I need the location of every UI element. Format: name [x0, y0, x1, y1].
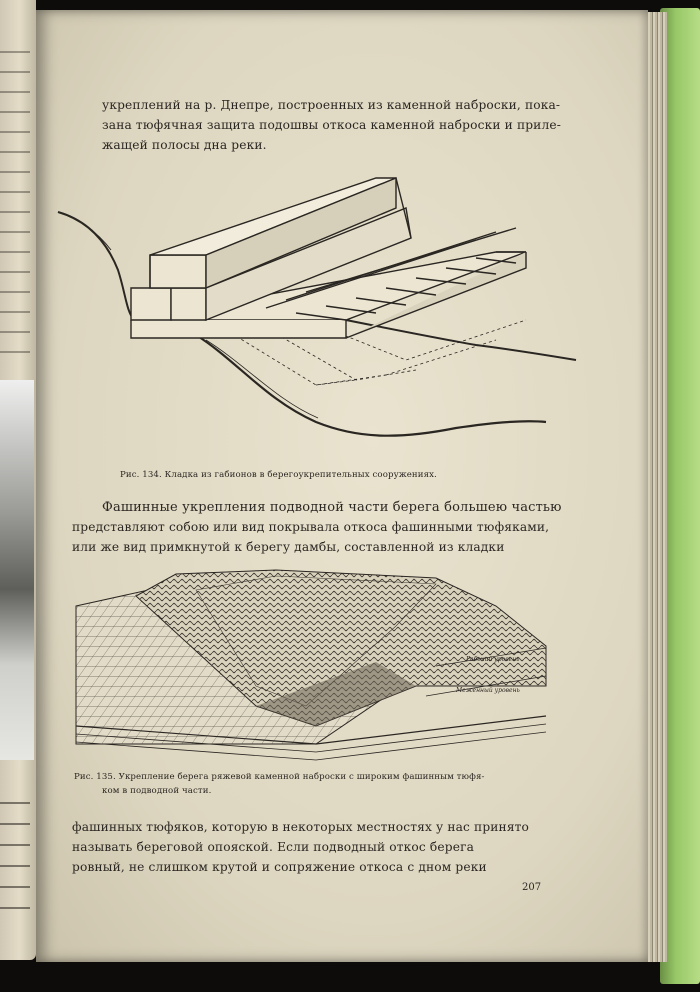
- page-number: 207: [522, 882, 542, 893]
- figure-135-caption-line-1: Рис. 135. Укрепление берега ряжевой каменной наброски с широким фашинным тюфя-: [74, 772, 485, 782]
- working-level-label: Рабочий уровень: [466, 656, 520, 663]
- para3-line-2: называть береговой опояской. Если подводный откос берега: [72, 840, 475, 854]
- facing-page-photo: [0, 380, 34, 760]
- page-edges: [645, 12, 667, 962]
- low-water-level-label: Меженный уровень: [456, 687, 520, 694]
- para3-line-3: ровный, не слишком крутой и сопряжение откоса с дном реки: [72, 860, 487, 874]
- figure-134-gabions: [56, 160, 576, 450]
- figure-134-caption: Рис. 134. Кладка из габионов в берегоукрепительных сооружениях.: [120, 470, 437, 480]
- para2-line-2: представляют собою или вид покрывала откоса фашинными тюфяками,: [72, 520, 550, 534]
- para2-line-3: или же вид примкнутой к берегу дамбы, составленной из кладки: [72, 540, 505, 554]
- figure-135-riprap: [76, 566, 556, 766]
- facing-page-text-lower: [0, 790, 30, 910]
- intro-line-3: жащей полосы дна реки.: [102, 138, 267, 152]
- intro-line-1: укреплений на р. Днепре, построенных из каменной наброски, пока-: [102, 98, 561, 112]
- facing-page-text: [0, 40, 30, 360]
- figure-135-caption-line-2: ком в подводной части.: [102, 786, 212, 796]
- para2-line-1: Фашинные укрепления подводной части берега большею частью: [102, 500, 562, 515]
- para3-line-1: фашинных тюфяков, которую в некоторых местностях у нас принято: [72, 820, 530, 834]
- book-page: [36, 10, 648, 962]
- intro-line-2: зана тюфячная защита подошвы откоса каменной наброски и приле-: [102, 118, 561, 132]
- facing-page: [0, 0, 36, 960]
